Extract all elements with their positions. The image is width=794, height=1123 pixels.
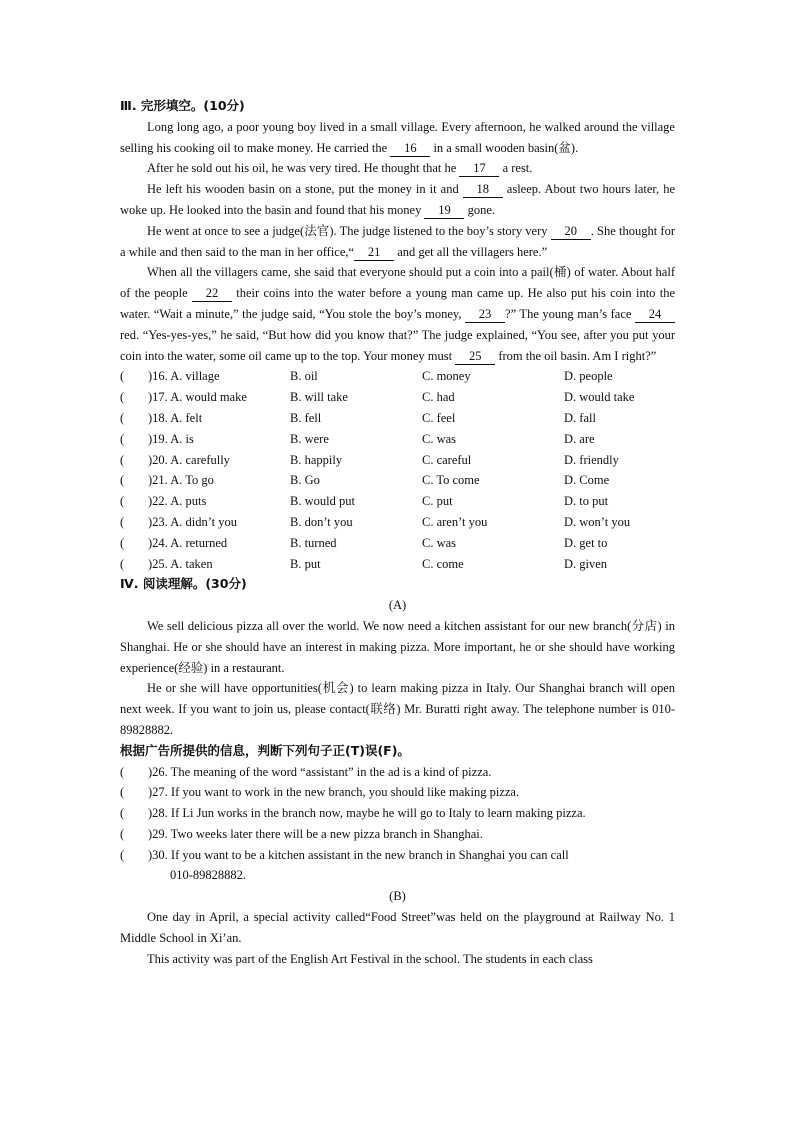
option-c: C. feel — [422, 410, 456, 425]
cloze-paragraph-3: He left his wooden basin on a stone, put the money in it and 18 asleep. About two hours later, he woke up. He looked into the basin and found that his money 19 gone. — [120, 182, 675, 217]
option-d: D. fall — [564, 410, 596, 425]
answer-slot[interactable]: ( — [120, 514, 125, 529]
answer-slot[interactable]: ( — [120, 494, 125, 509]
question-row: ( )19. A. is B. were C. was D. are — [120, 429, 675, 450]
answer-slot[interactable]: ( — [120, 826, 125, 841]
option-b: B. oil — [290, 369, 318, 384]
answer-slot[interactable]: ( — [120, 806, 125, 821]
option-d: D. would take — [564, 390, 635, 405]
blank-16: 16 — [390, 140, 430, 157]
tf-row: ( )27. If you want to work in the new branch, you should like making pizza. — [120, 782, 675, 803]
question-row: ( )21. A. To go B. Go C. To come D. Come — [120, 470, 675, 491]
option-b: B. were — [290, 431, 329, 446]
option-b: B. turned — [290, 535, 337, 550]
cloze-paragraph-5: When all the villagers came, she said that everyone should put a coin into a pail(桶) of water. About half of the people 22 their coins into the water before a young man came up. He also put his coin into the water. “Wait a minute,” the judge said, “You stole the boy’s money, 23 ?” The young man’s face 24 red. “Yes-yes-yes,” he said, “But how did you know that?” The judge explained, “You see, after you put your coin into the water, some oil came up to the top. Your money must 25 from the oil basin. Am I right?” — [120, 265, 675, 363]
option-d: D. won’t you — [564, 514, 631, 529]
option-d: D. are — [564, 431, 595, 446]
ad-paragraph-2: He or she will have opportunities(机会) to learn making pizza in Italy. Our Shanghai branch will open next week. If you want to join us, please contact(联络) Mr. Buratti right away. The telephone number is 010-89828882. — [120, 681, 675, 737]
tf-continuation: 010-89828882. — [170, 868, 247, 883]
passage-b-paragraph-2: This activity was part of the English Art Festival in the school. The students in each class — [147, 951, 593, 966]
question-row: ( )23. A. didn’t you B. don’t you C. aren’t you D. won’t you — [120, 512, 675, 533]
option-d: D. given — [564, 556, 608, 571]
option-b: B. happily — [290, 452, 343, 467]
option-a: A. would make — [170, 390, 247, 405]
answer-slot[interactable]: ( — [120, 431, 125, 446]
option-b: B. put — [290, 556, 321, 571]
option-c: C. careful — [422, 452, 472, 467]
option-d: D. to put — [564, 494, 609, 509]
option-b: B. Go — [290, 473, 320, 488]
answer-slot[interactable]: ( — [120, 847, 125, 862]
blank-25: 25 — [455, 348, 495, 365]
option-a: A. is — [170, 431, 194, 446]
cloze-options — [120, 366, 675, 574]
section-4-title: Ⅳ. 阅读理解。(30分) — [120, 576, 247, 592]
option-b: B. would put — [290, 494, 355, 509]
blank-19: 19 — [424, 202, 464, 219]
option-d: D. Come — [564, 473, 610, 488]
tf-instruction: 根据广告所提供的信息，判断下列句子正(T)误(F)。 — [120, 742, 410, 758]
question-row: ( )17. A. would make B. will take C. had D. would take — [120, 387, 675, 408]
answer-slot[interactable]: ( — [120, 764, 125, 779]
question-row: ( )25. A. taken B. put C. come D. given — [120, 554, 675, 575]
question-row: ( )18. A. felt B. fell C. feel D. fall — [120, 408, 675, 429]
blank-18: 18 — [463, 181, 503, 198]
tf-statements — [120, 762, 675, 887]
option-c: C. was — [422, 535, 457, 550]
option-a: A. village — [170, 369, 220, 384]
question-row: ( )24. A. returned B. turned C. was D. get to — [120, 533, 675, 554]
question-row: ( )22. A. puts B. would put C. put D. to put — [120, 491, 675, 512]
option-c: C. had — [422, 390, 455, 405]
blank-24: 24 — [635, 306, 675, 323]
option-a: A. felt — [170, 410, 203, 425]
tf-row: ( )26. The meaning of the word “assistant” in the ad is a kind of pizza. — [120, 762, 675, 783]
tf-row: ( )28. If Li Jun works in the branch now, maybe he will go to Italy to learn making pizza. — [120, 803, 675, 824]
option-c: C. money — [422, 369, 471, 384]
blank-17: 17 — [459, 160, 499, 177]
answer-slot[interactable]: ( — [120, 556, 125, 571]
option-a: A. To go — [170, 473, 214, 488]
option-b: B. will take — [290, 390, 348, 405]
part-b-label: (B) — [389, 889, 406, 904]
tf-row: ( )29. Two weeks later there will be a new pizza branch in Shanghai. — [120, 824, 675, 845]
option-c: C. put — [422, 494, 453, 509]
cloze-paragraph-4: He went at once to see a judge(法官). The judge listened to the boy’s story very 20 . She thought for a while and then said to the man in her office,“ 21 and get all the villagers here.” — [120, 223, 675, 259]
option-a: A. taken — [170, 556, 213, 571]
cloze-paragraph-2: After he sold out his oil, he was very tired. He thought that he 17 a rest. — [147, 161, 533, 176]
blank-22: 22 — [192, 285, 232, 302]
option-c: C. To come — [422, 473, 480, 488]
option-b: B. fell — [290, 410, 322, 425]
ad-paragraph-1: We sell delicious pizza all over the world. We now need a kitchen assistant for our new branch(分店) in Shanghai. He or she should have an interest in making pizza. More important, he or she should have working experience(经验) in a restaurant. — [120, 618, 675, 675]
option-c: C. was — [422, 431, 457, 446]
blank-20: 20 — [551, 223, 591, 240]
option-b: B. don’t you — [290, 514, 353, 529]
blank-21: 21 — [354, 244, 394, 261]
option-d: D. people — [564, 369, 613, 384]
option-d: D. get to — [564, 535, 608, 550]
option-a: A. returned — [170, 535, 228, 550]
option-c: C. aren’t you — [422, 514, 488, 529]
answer-slot[interactable]: ( — [120, 390, 125, 405]
answer-slot[interactable]: ( — [120, 452, 125, 467]
cloze-paragraph-1: Long long ago, a poor young boy lived in a small village. Every afternoon, he walked around the village selling his cooking oil to make money. He carried the 16 in a small wooden basin(盆). — [120, 119, 675, 155]
option-a: A. puts — [170, 494, 207, 509]
answer-slot[interactable]: ( — [120, 785, 125, 800]
passage-b-paragraph-1: One day in April, a special activity called“Food Street”was held on the playground at Railway No. 1 Middle School in Xi’an. — [120, 910, 675, 945]
answer-slot[interactable]: ( — [120, 535, 125, 550]
part-a-label: (A) — [388, 598, 407, 613]
answer-slot[interactable]: ( — [120, 369, 125, 384]
tf-row: ( )30. If you want to be a kitchen assistant in the new branch in Shanghai you can call — [120, 845, 675, 866]
blank-23: 23 — [465, 306, 505, 323]
answer-slot[interactable]: ( — [120, 473, 125, 488]
answer-slot[interactable]: ( — [120, 410, 125, 425]
option-a: A. didn’t you — [170, 514, 238, 529]
exam-page — [120, 96, 675, 969]
option-c: C. come — [422, 556, 464, 571]
question-row: ( )16. A. village B. oil C. money D. people — [120, 366, 675, 387]
section-3-title: Ⅲ. 完形填空。(10分) — [120, 98, 245, 113]
question-row: ( )20. A. carefully B. happily C. careful D. friendly — [120, 450, 675, 471]
option-d: D. friendly — [564, 452, 619, 467]
option-a: A. carefully — [170, 452, 230, 467]
